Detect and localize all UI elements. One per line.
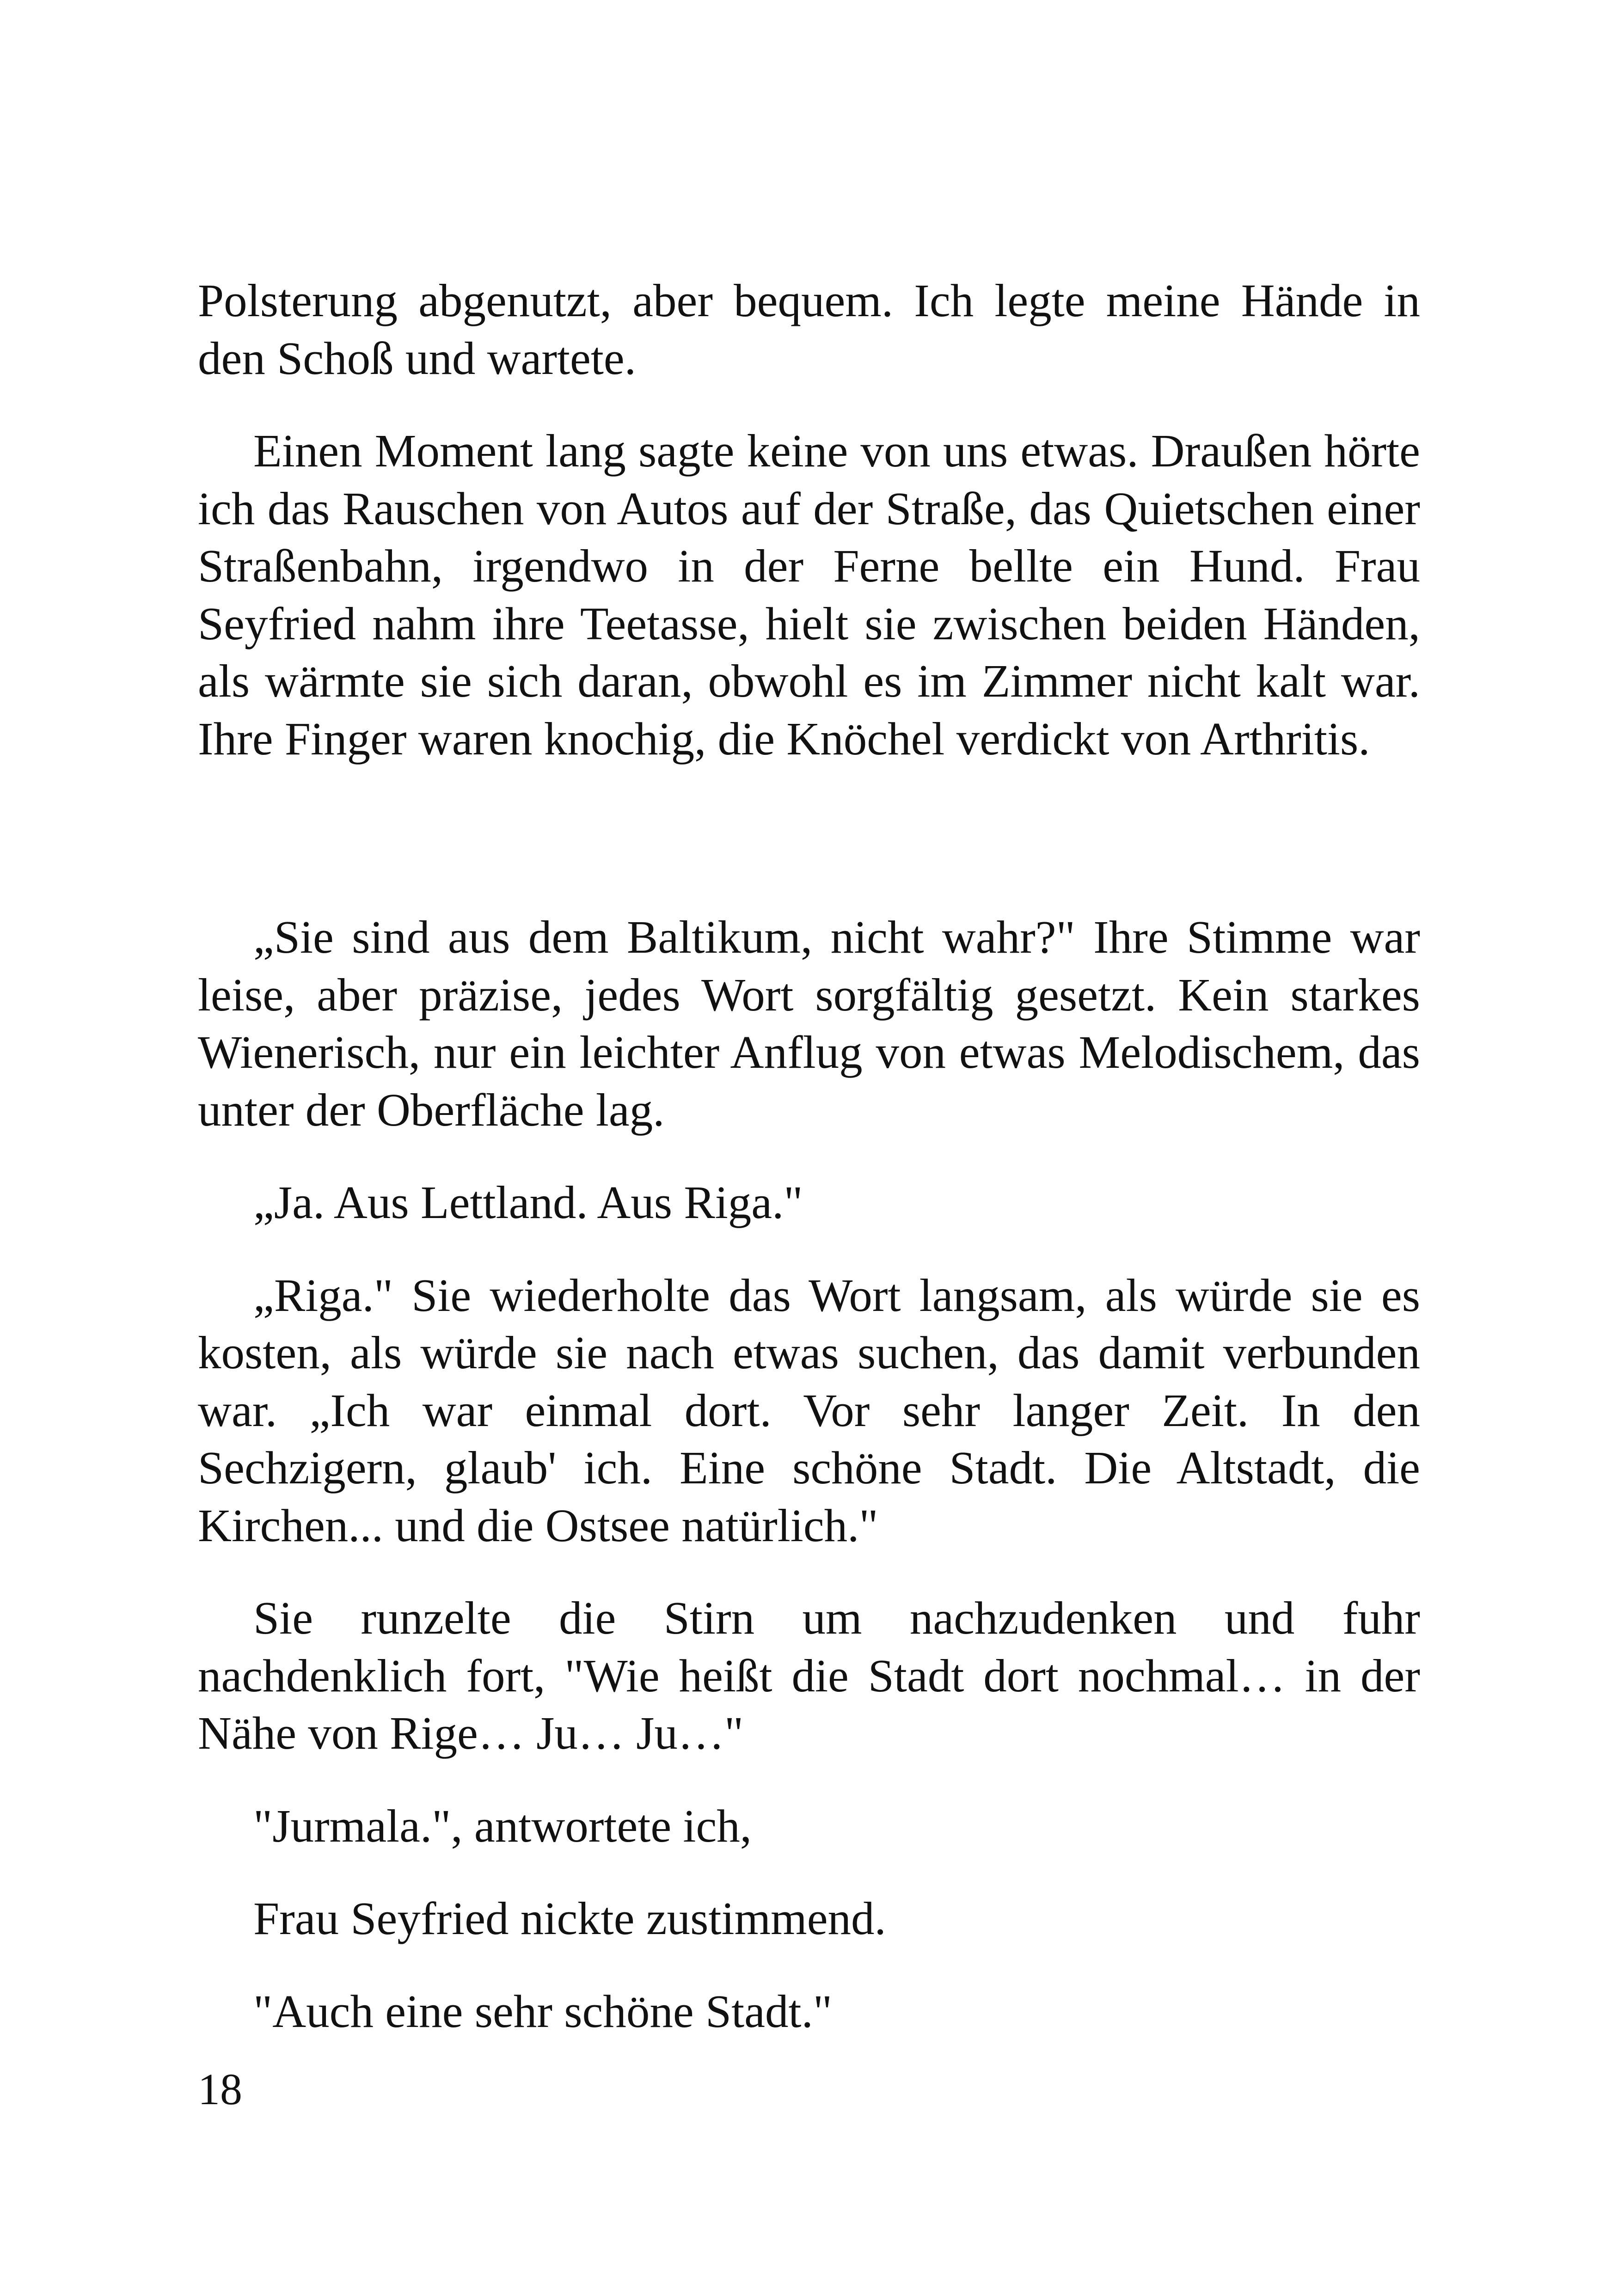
paragraph-nod: Frau Seyfried nickte zustimmend.: [253, 1892, 886, 1944]
paragraph-scene-description: Einen Moment lang sagte keine von uns etwas. Draußen hörte ich das Rauschen von Autos auf der Straße, das Quietschen einer Straßenbahn, irgendwo in der Ferne bellte ein Hund. Frau Seyfried nahm ihre Teetasse, hielt sie zwischen beiden Händen, als wärmte sie sich daran, obwohl es im Zimmer nicht kalt war. Ihre Finger waren knochig, die Knöchel verdickt von Arthritis.: [198, 425, 1420, 765]
paragraph-closing-remark: "Auch eine sehr schöne Stadt.": [253, 1985, 833, 2037]
paragraph-riga-memory: „Riga." Sie wiederholte das Wort langsam, als würde sie es kosten, als würde sie nach etwas suchen, das damit verbunden war. „Ich war einmal dort. Vor sehr langer Zeit. In den Sechzigern, glaub' ich. Eine schöne Stadt. Die Altstadt, die Kirchen... und die Ostsee natürlich.": [198, 1269, 1420, 1551]
text-block-top: [198, 272, 1420, 767]
page-number: 18: [198, 2064, 242, 2114]
paragraph-question-baltikum: „Sie sind aus dem Baltikum, nicht wahr?" Ihre Stimme war leise, aber präzise, jedes Wort sorgfältig gesetzt. Kein starkes Wienerisch, nur ein leichter Anflug von etwas Melodischem, das unter der Oberfläche lag.: [198, 911, 1420, 1136]
text-block-dialogue: [198, 908, 1420, 2040]
paragraph-continuation: Polsterung abgenutzt, aber bequem. Ich legte meine Hände in den Schoß und wartete.: [198, 275, 1420, 384]
paragraph-answer-riga: „Ja. Aus Lettland. Aus Riga.": [253, 1176, 803, 1228]
paragraph-jurmala-answer: "Jurmala.", antwortete ich,: [253, 1800, 752, 1852]
paragraph-town-question: Sie runzelte die Stirn um nachzudenken und fuhr nachdenklich fort, "Wie heißt die Stadt dort nochmal… in der Nähe von Rige… Ju… Ju…": [198, 1592, 1420, 1759]
